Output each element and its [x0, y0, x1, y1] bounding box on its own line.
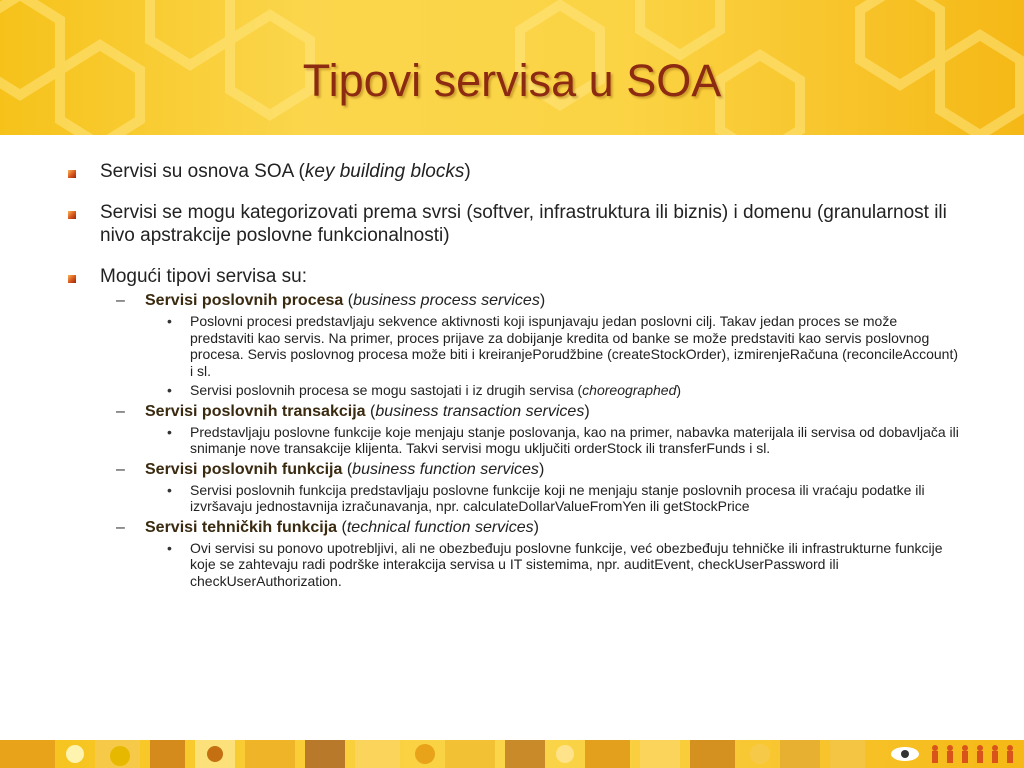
- header-banner: [0, 0, 1024, 135]
- dot-bullet-icon: •: [167, 382, 172, 398]
- list-item: Mogući tipovi servisa su:: [62, 265, 962, 288]
- detail-item: • Servisi poslovnih funkcija predstavljaju poslovne funkcije koji ne menjaju stanje poslovnih procesa ili vraćaju podatke ili izvršavaju jednostavnija izračunavanja, npr. calculateDollarValueFromYen ili getStockPrice: [167, 481, 925, 514]
- detail-item: • Servisi poslovnih procesa se mogu sastojati i iz drugih servisa (choreographed): [167, 382, 682, 398]
- footer-image-strip: [0, 740, 1024, 768]
- dash-bullet-icon: –: [116, 460, 125, 478]
- slide-content: [62, 160, 962, 589]
- dash-bullet-icon: –: [116, 402, 125, 420]
- detail-item: • Ovi servisi su ponovo upotrebljivi, ali ne obezbeđuju poslovne funkcije, već obezbeđuju tehničke ili infrastrukturne funkcije koje se zahtevaju radi podrške interakcija servisa u IT sistemima, npr. auditEvent, checkUserPassword ili checkUserAuthorization.: [167, 539, 943, 589]
- page-title: Tipovi servisa u SOA: [302, 55, 722, 106]
- service-type-item: – Servisi poslovnih procesa (business process services): [116, 292, 546, 309]
- service-type-item: – Servisi poslovnih transakcija (business transaction services): [116, 402, 590, 420]
- dot-bullet-icon: •: [167, 539, 172, 556]
- service-type-item: – Servisi tehničkih funkcija (technical function services): [116, 518, 539, 536]
- service-type-item: – Servisi poslovnih funkcija (business function services): [116, 460, 545, 478]
- detail-item: • Poslovni procesi predstavljaju sekvence aktivnosti koji ispunjavaju jedan poslovni cilj. Takav jedan proces se može predstaviti kao servis. Na primer, proces prijave za dobijanje kredita od banke se može predstaviti kao servis poslovnog procesa. Servis poslovnog procesa može biti i kreiranjePorudžbine (createStockOrder), izmirenjeRačuna (reconcileAccount) i sl.: [167, 313, 959, 379]
- list-item: Servisi su osnova SOA (key building blocks): [62, 160, 962, 183]
- dash-bullet-icon: –: [116, 518, 125, 536]
- square-bullet-icon: [68, 275, 76, 283]
- list-item: Servisi se mogu kategorizovati prema svrsi (softver, infrastruktura ili biznis) i domenu (granularnost ili nivo apstrakcije poslovne funkcionalnosti): [62, 201, 962, 247]
- dash-bullet-icon: –: [116, 292, 125, 309]
- detail-item: • Predstavljaju poslovne funkcije koje menjaju stanje poslovanja, kao na primer, nabavka materijala ili servisa od dobavljača ili snimanje nove transakcije klijenta. Takvi servisi mogu uključiti orderStock ili transferFunds i sl.: [167, 423, 959, 456]
- square-bullet-icon: [68, 170, 76, 178]
- square-bullet-icon: [68, 211, 76, 219]
- dot-bullet-icon: •: [167, 423, 172, 440]
- decorative-tiles-icon: [0, 740, 1024, 768]
- dot-bullet-icon: •: [167, 313, 172, 329]
- dot-bullet-icon: •: [167, 481, 172, 498]
